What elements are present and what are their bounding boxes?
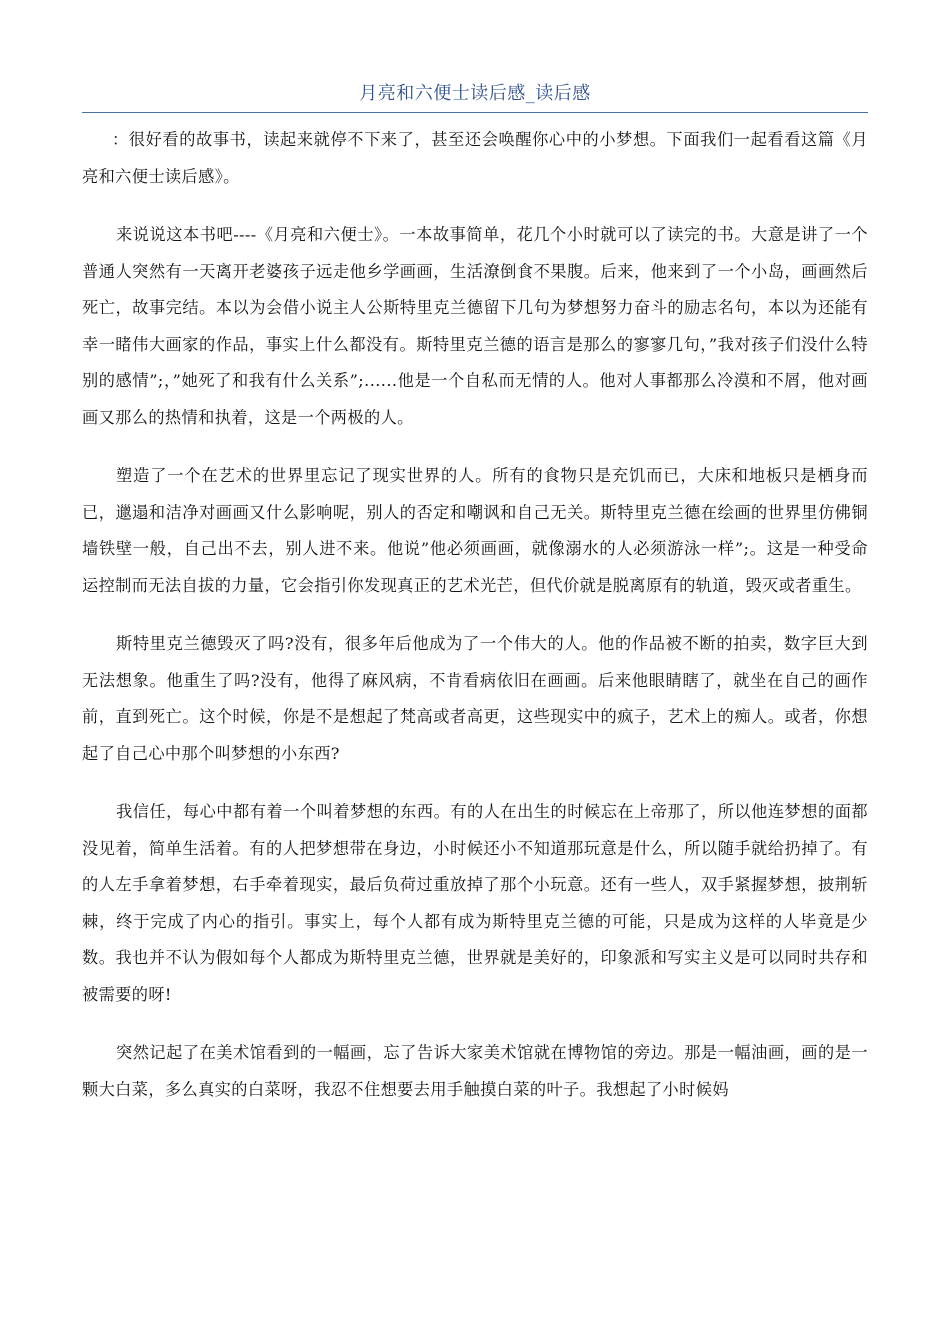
- paragraph-destruction-rebirth: 斯特里克兰德毁灭了吗?没有，很多年后他成为了一个伟大的人。他的作品被不断的拍卖，数字巨大到无法想象。他重生了吗?没有，他得了麻风病，不肯看病依旧在画画。后来他眼睛瞎了，就坐在自己的画作前，直到死亡。这个时候，你是不是想起了梵高或者高更，这些现实中的疯子，艺术上的痴人。或者，你想起了自己心中那个叫梦想的小东西?: [82, 634, 868, 763]
- document-body: [82, 122, 868, 1130]
- document-title: 月亮和六便士读后感_读后感: [359, 83, 591, 104]
- paragraph-intro: ：很好看的故事书，读起来就停不下来了，甚至还会唤醒你心中的小梦想。下面我们一起看看这篇《月亮和六便士读后感》。: [82, 130, 868, 186]
- paragraph-dreams: 我信任，每心中都有着一个叫着梦想的东西。有的人在出生的时候忘在上帝那了，所以他连梦想的面都没见着，简单生活着。有的人把梦想带在身边，小时候还小不知道那玩意是什么，所以随手就给扔掉了。有的人左手拿着梦想，右手牵着现实，最后负荷过重放掉了那个小玩意。还有一些人，双手紧握梦想，披荆斩棘，终于完成了内心的指引。事实上，每个人都有成为斯特里克兰德的可能，只是成为这样的人毕竟是少数。我也并不认为假如每个人都成为斯特里克兰德，世界就是美好的，印象派和写实主义是可以同时共存和被需要的呀!: [82, 802, 868, 1004]
- paragraph-book-summary: 来说说这本书吧----《月亮和六便士》。一本故事简单，花几个小时就可以了读完的书。大意是讲了一个普通人突然有一天离开老婆孩子远走他乡学画画，生活潦倒食不果腹。后来，他来到了一个小岛，画画然后死亡，故事完结。本以为会借小说主人公斯特里克兰德留下几句为梦想努力奋斗的励志名句，本以为还能有幸一睹伟大画家的作品，事实上什么都没有。斯特里克兰德的语言是那么的寥寥几句，”我对孩子们没什么特别的感情”;，”她死了和我有什么关系”;......他是一个自私而无情的人。他对人事都那么冷漠和不屑，他对画画又那么的热情和执着，这是一个两极的人。: [82, 225, 868, 427]
- paragraph-art-world: 塑造了一个在艺术的世界里忘记了现实世界的人。所有的食物只是充饥而已，大床和地板只是栖身而已，邋遢和洁净对画画又什么影响呢，别人的否定和嘲讽和自己无关。斯特里克兰德在绘画的世界里仿佛铜墙铁壁一般，自己出不去，别人进不来。他说”他必须画画，就像溺水的人必须游泳一样”;。这是一种受命运控制而无法自拔的力量，它会指引你发现真正的艺术光芒，但代价就是脱离原有的轨道，毁灭或者重生。: [82, 466, 868, 595]
- document-header: [82, 80, 868, 113]
- paragraph-museum: 突然记起了在美术馆看到的一幅画，忘了告诉大家美术馆就在博物馆的旁边。那是一幅油画，画的是一颗大白菜，多么真实的白菜呀，我忍不住想要去用手触摸白菜的叶子。我想起了小时候妈: [82, 1043, 868, 1099]
